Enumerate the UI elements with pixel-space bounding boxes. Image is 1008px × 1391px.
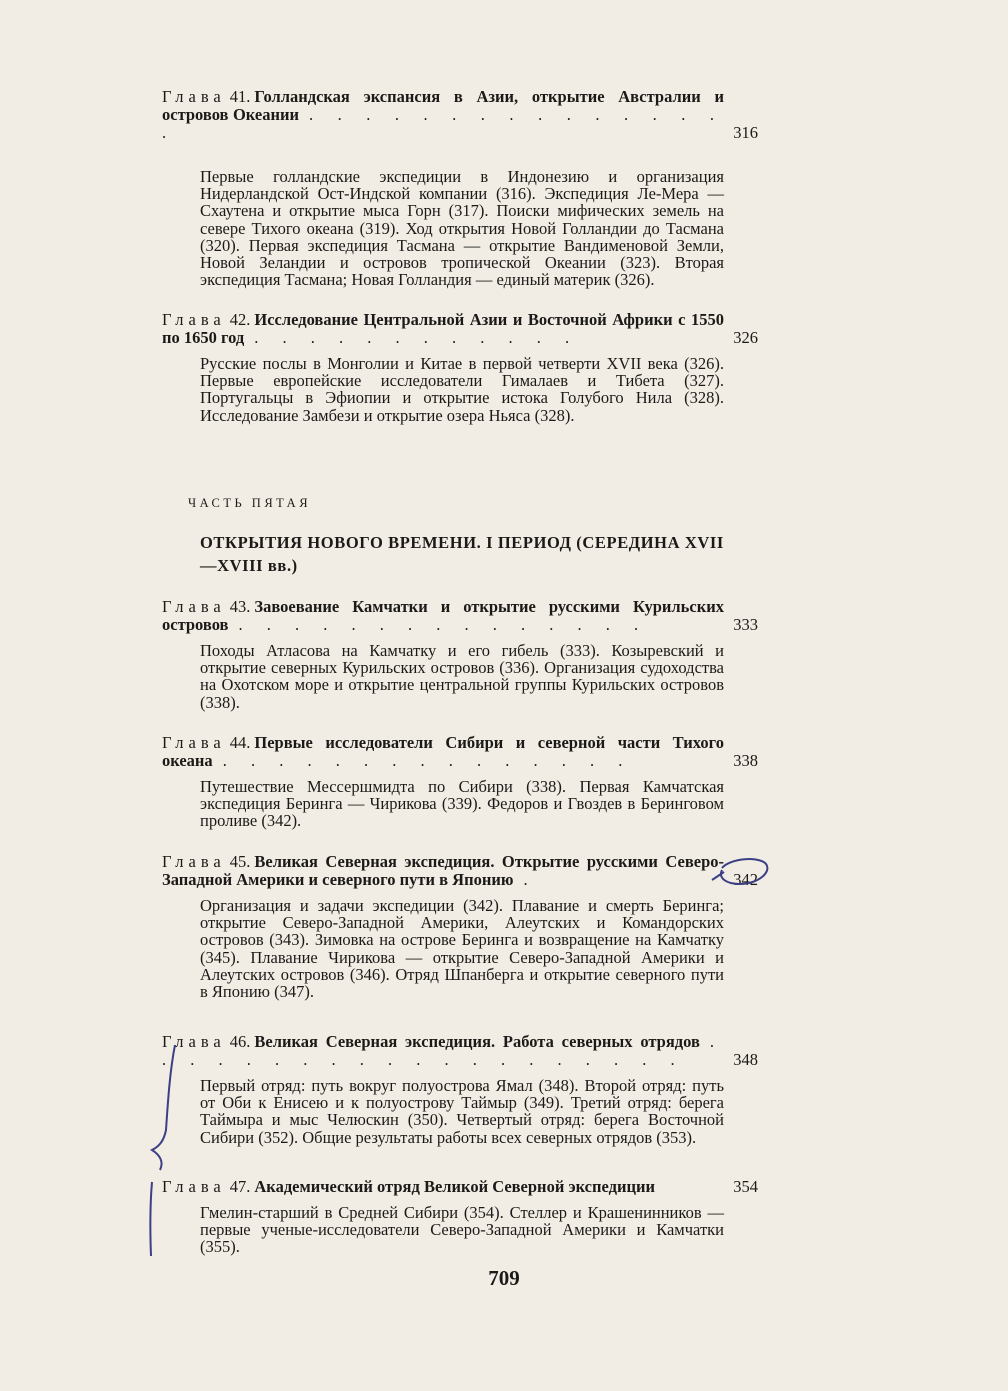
chapter-number: 41.: [229, 87, 251, 106]
chapter-heading: [162, 853, 758, 889]
chapter-heading: [162, 88, 758, 142]
chapter-title: Великая Северная экспедиция. Открытие русскими Северо-Западной Америки и северного пути в Японию: [162, 852, 724, 889]
pen-margin-line: [150, 1182, 152, 1256]
chapter-summary: Русские послы в Монголии и Китае в первой четверти XVII века (326). Первые европейские исследователи Гималаев и Тибета (327). Португальцы в Эфиопии и открытие истока Голубого Нила (328). Исследование Замбези и открытие озера Ньяса (328).: [200, 354, 724, 425]
chapter-label: Глава: [162, 1177, 226, 1196]
chapter-number: 43.: [229, 597, 251, 616]
leader-dots: . . . . . . . . . . . .: [254, 328, 580, 347]
chapter-summary: Организация и задачи экспедиции (342). Плавание и смерть Беринга; открытие Северо-Западной Америки, Алеутских и Командорских островов (343). Зимовка на острове Беринга и возвращение на Камчатку (345). Плавание Чирикова — открытие Северо-Западной Америки и Алеутских островов (346). Отряд Шпанберга и открытие северного пути в Японию (347).: [200, 896, 724, 1002]
part-title: ОТКРЫТИЯ НОВОГО ВРЕМЕНИ. I ПЕРИОД (СЕРЕДИНА XVII—XVIII вв.): [200, 533, 724, 575]
chapter-number: 42.: [229, 310, 251, 329]
chapter-43: [162, 598, 758, 711]
chapter-title: Завоевание Камчатки и открытие русскими Курильских островов: [162, 597, 724, 634]
chapter-page-ref: 348: [733, 1050, 758, 1069]
chapter-heading: [162, 598, 758, 634]
chapter-page-ref: 338: [733, 751, 758, 770]
chapter-summary: Первые голландские экспедиции в Индонезию и организация Нидерландской Ост-Индской компании (316). Экспедиция Ле-Мера — Схаутена и открытие мыса Горн (317). Поиски мифических земель на севере Тихого океана (319). Ход открытия Новой Голландии до Тасмана (320). Первая экспедиция Тасмана — открытие Вандименовой Земли, Новой Зеландии и островов тропической Океании (323). Вторая экспедиция Тасмана; Новая Голландия — единый материк (326).: [200, 167, 724, 290]
chapter-44: [162, 734, 758, 830]
chapter-label: Глава: [162, 597, 226, 616]
leader-dots: . . . . . . . . . . . . . . . .: [162, 105, 725, 142]
chapter-number: 46.: [229, 1032, 251, 1051]
chapter-label: Глава: [162, 852, 226, 871]
part-label: ЧАСТЬ ПЯТАЯ: [188, 496, 312, 510]
chapter-41: [162, 88, 758, 288]
leader-dots: . . . . . . . . . . . . . . .: [238, 615, 649, 634]
chapter-label: Глава: [162, 310, 226, 329]
chapter-46: [162, 1033, 758, 1146]
chapter-summary: Походы Атласова на Камчатку и его гибель (333). Козыревский и открытие северных Курильских островов (336). Организация судоходства на Охотском море и открытие центральной группы Курильских островов (338).: [200, 641, 724, 712]
chapter-title: Первые исследователи Сибири и северной части Тихого океана: [162, 733, 724, 770]
chapter-47: [162, 1178, 758, 1256]
chapter-page-ref: 326: [733, 328, 758, 347]
chapter-title: Академический отряд Великой Северной экспедиции: [254, 1177, 655, 1196]
page-number: 709: [488, 1266, 520, 1290]
chapter-number: 45.: [229, 852, 251, 871]
chapter-heading: [162, 311, 758, 347]
chapter-page-ref: 316: [733, 123, 758, 142]
chapter-title: Исследование Центральной Азии и Восточной Африки с 1550 по 1650 год: [162, 310, 724, 347]
chapter-summary: Путешествие Мессершмидта по Сибири (338). Первая Камчатская экспедиция Беринга — Чирикова (339). Федоров и Гвоздев в Беринговом проливе (342).: [200, 777, 724, 831]
chapter-heading: [162, 1033, 758, 1069]
chapter-label: Глава: [162, 733, 226, 752]
chapter-42: [162, 311, 758, 424]
chapter-number: 47.: [229, 1177, 251, 1196]
chapter-page-ref: 333: [733, 615, 758, 634]
leader-dots: . . . . . . . . . . . . . . .: [222, 751, 633, 770]
leader-dots: . . . . . . . . . . . . . . . . . . . .: [162, 1032, 724, 1069]
chapter-summary: Первый отряд: путь вокруг полуострова Ямал (348). Второй отряд: путь от Оби к Енисею и к полуострову Таймыр (349). Третий отряд: берега Таймыра и мыс Челюскин (350). Четвертый отряд: берега Восточной Сибири (352). Общие результаты работы всех северных отрядов (353).: [200, 1076, 724, 1147]
chapter-heading: [162, 1178, 758, 1196]
chapter-label: Глава: [162, 1032, 226, 1051]
chapter-summary: Гмелин-старший в Средней Сибири (354). Стеллер и Крашенинников — первые ученые-исследователи Северо-Западной Америки и Камчатки (355).: [200, 1203, 724, 1257]
chapter-title: Великая Северная экспедиция. Работа северных отрядов: [254, 1032, 700, 1051]
chapter-title: Голландская экспансия в Азии, открытие Австралии и островов Океании: [162, 87, 724, 124]
chapter-label: Глава: [162, 87, 226, 106]
chapter-45: [162, 853, 758, 1000]
chapter-page-ref: 354: [733, 1177, 758, 1196]
leader-dots: .: [523, 870, 538, 889]
chapter-heading: [162, 734, 758, 770]
chapter-number: 44.: [229, 733, 251, 752]
chapter-page-ref: 342: [733, 870, 758, 889]
